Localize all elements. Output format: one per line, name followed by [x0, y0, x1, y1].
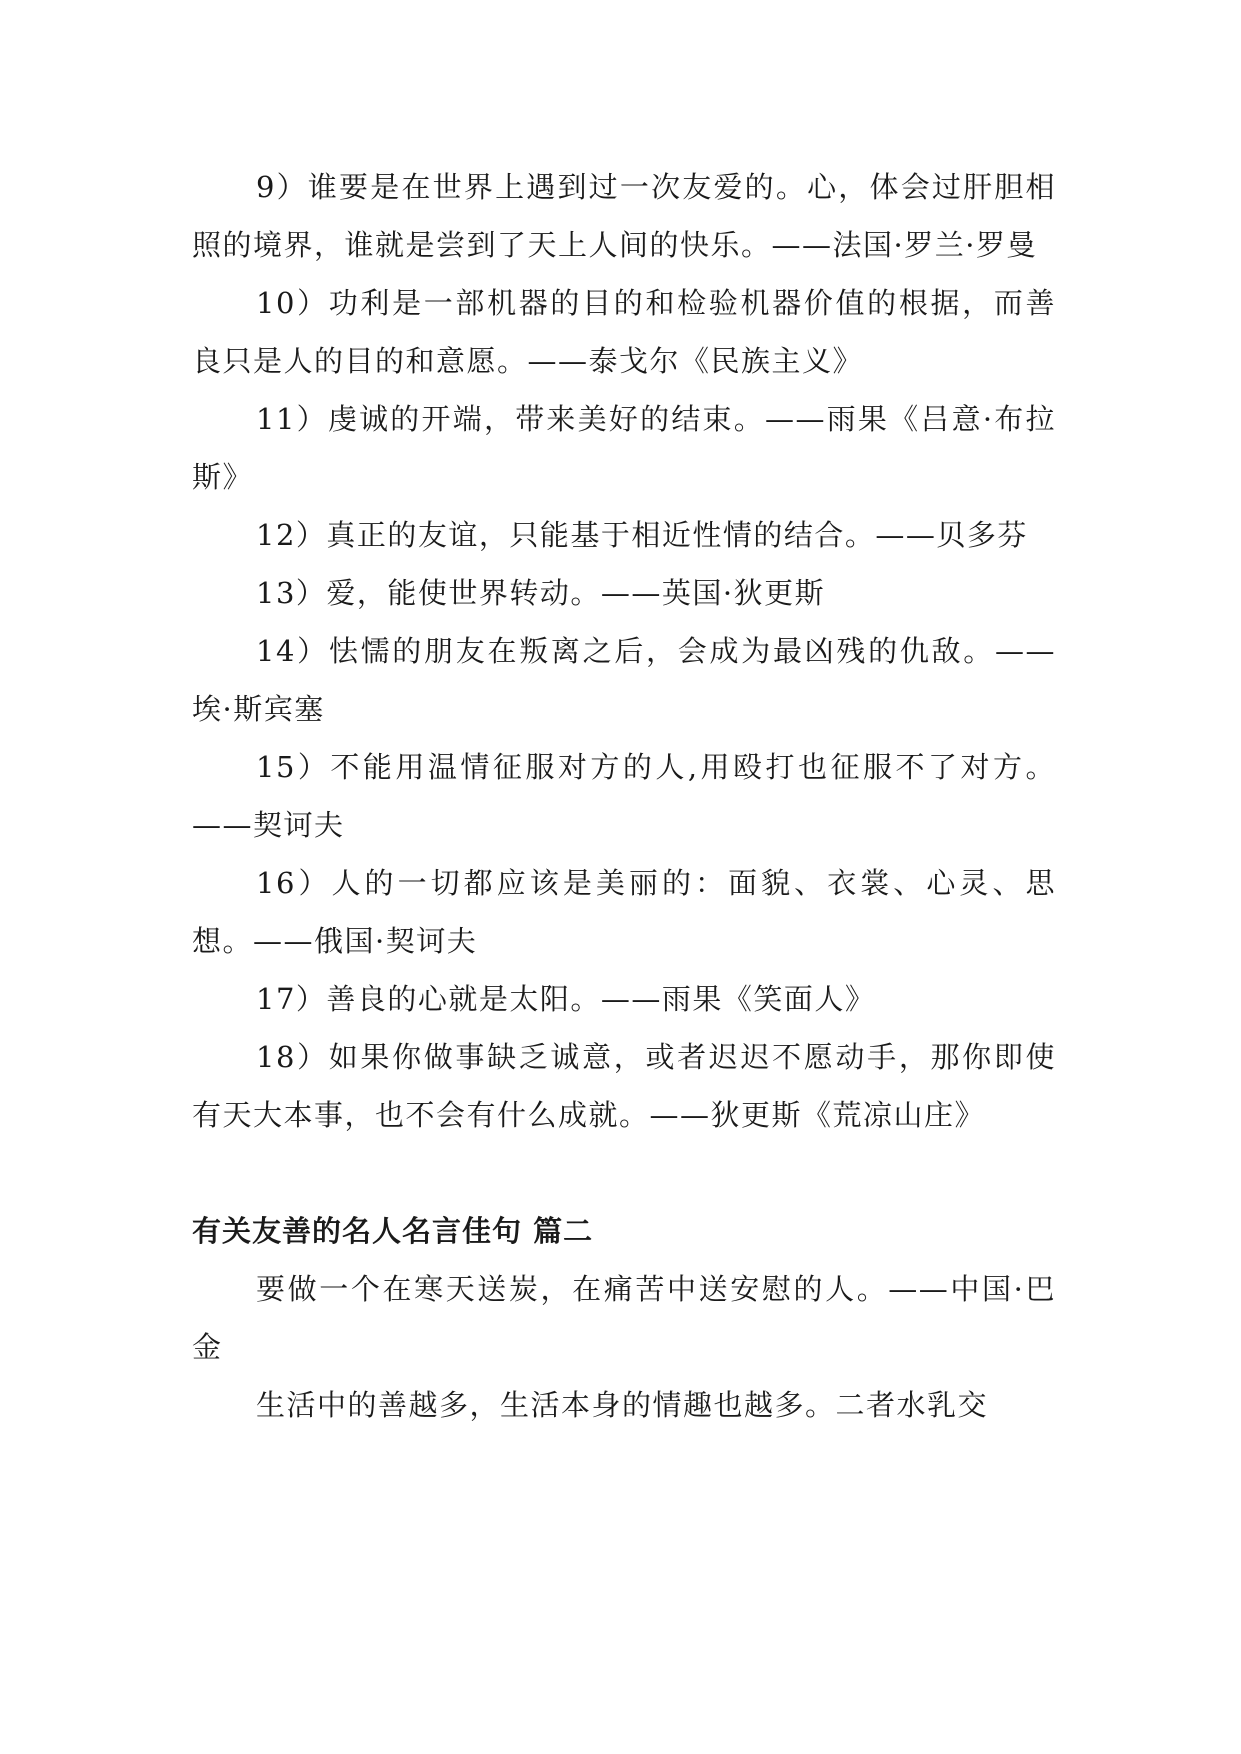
quote-item: 14）怯懦的朋友在叛离之后，会成为最凶残的仇敌。——埃·斯宾塞 [192, 634, 1056, 726]
section-quote-item: 生活中的善越多，生活本身的情趣也越多。二者水乳交 [256, 1388, 989, 1422]
quote-item: 12）真正的友谊，只能基于相近性情的结合。——贝多芬 [256, 518, 1028, 552]
document-page [192, 158, 1056, 1434]
quote-item: 11）虔诚的开端，带来美好的结束。——雨果《吕意·布拉斯》 [192, 402, 1056, 494]
quote-item: 17）善良的心就是太阳。——雨果《笑面人》 [256, 982, 876, 1016]
section-quote-item: 要做一个在寒天送炭，在痛苦中送安慰的人。——中国·巴金 [192, 1272, 1056, 1364]
quote-item: 13）爱，能使世界转动。——英国·狄更斯 [256, 576, 826, 610]
quote-item: 10）功利是一部机器的目的和检验机器价值的根据，而善良只是人的目的和意愿。——泰戈尔《民族主义》 [192, 286, 1056, 378]
quote-item: 15）不能用温情征服对方的人,用殴打也征服不了对方。——契诃夫 [192, 750, 1056, 842]
quote-item: 16）人的一切都应该是美丽的：面貌、衣裳、心灵、思想。——俄国·契诃夫 [192, 866, 1056, 958]
quote-item: 9）谁要是在世界上遇到过一次友爱的。心，体会过肝胆相照的境界，谁就是尝到了天上人间的快乐。——法国·罗兰·罗曼 [192, 170, 1056, 262]
section-heading: 有关友善的名人名言佳句 篇二 [192, 1214, 594, 1248]
quote-item: 18）如果你做事缺乏诚意，或者迟迟不愿动手，那你即使有天大本事，也不会有什么成就。——狄更斯《荒凉山庄》 [192, 1040, 1056, 1132]
